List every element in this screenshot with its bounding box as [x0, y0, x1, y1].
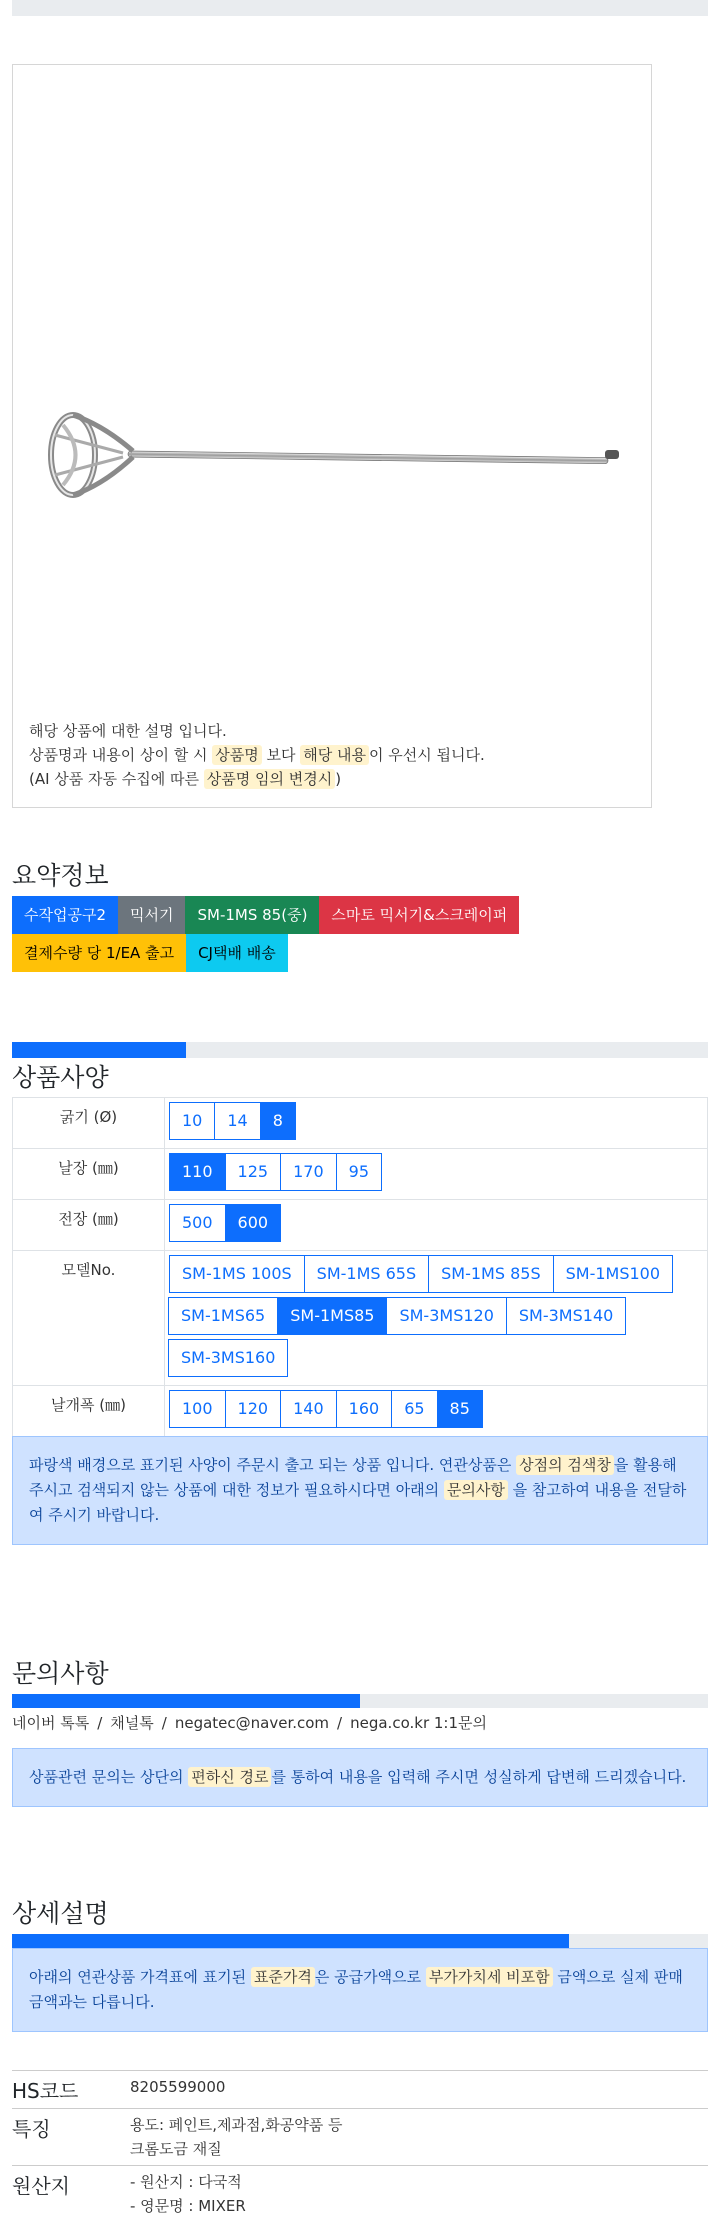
badge-brand: 스마토 믹서기&스크레이퍼	[319, 896, 519, 934]
highlight: 표준가격	[251, 1967, 315, 1987]
highlight: 상품명 임의 변경시	[204, 769, 335, 789]
spec-option-button[interactable]: 8	[260, 1102, 296, 1140]
link-naver-talk[interactable]: 네이버 톡톡	[12, 1714, 89, 1732]
product-description	[29, 719, 485, 791]
notice-text: 을 참고하여 내용을 전달하여 주시기 바랍니다.	[29, 1481, 686, 1524]
spec-option-button[interactable]: 140	[280, 1390, 337, 1428]
info-row-feature	[12, 2109, 708, 2166]
spec-option-button[interactable]: SM-3MS160	[168, 1339, 288, 1377]
spec-option-button[interactable]: 170	[280, 1153, 337, 1191]
spec-options-cell	[165, 1098, 708, 1149]
badge-type: 믹서기	[118, 896, 185, 934]
spec-row	[13, 1149, 708, 1200]
spec-option-button[interactable]: SM-1MS 100S	[169, 1255, 305, 1293]
notice-text: 은 공급가액으로	[315, 1968, 426, 1986]
origin-line: - 원산지 : 다국적	[130, 2170, 708, 2194]
spec-option-group	[169, 1102, 703, 1144]
spec-option-button[interactable]: 500	[169, 1204, 226, 1242]
product-image-box	[12, 64, 652, 808]
highlight: 상품명	[212, 745, 261, 765]
separator: /	[162, 1714, 167, 1732]
highlight: 해당 내용	[300, 745, 369, 765]
desc-line3	[29, 767, 485, 791]
highlight: 문의사항	[444, 1480, 508, 1500]
spec-progress-bar	[12, 1042, 708, 1058]
spec-option-button[interactable]: SM-1MS65	[168, 1297, 278, 1335]
spec-option-button[interactable]: 125	[225, 1153, 282, 1191]
feature-value	[130, 2109, 708, 2166]
origin-line: - 영문명 : MIXER	[130, 2194, 708, 2218]
separator: /	[97, 1714, 102, 1732]
summary-title: 요약정보	[12, 856, 109, 892]
spec-option-button[interactable]: 95	[336, 1153, 382, 1191]
info-table	[12, 2070, 708, 2222]
desc-text: 상품명과 내용이 상이 할 시	[29, 746, 212, 764]
desc-text: 보다	[262, 746, 301, 764]
spec-label: 날개폭 (㎜)	[13, 1386, 165, 1437]
feature-line: 용도: 페인트,제과점,화공약품 등	[130, 2113, 708, 2137]
notice-text: 를 통하여 내용을 입력해 주시면 성실하게 답변해 드리겠습니다.	[271, 1768, 686, 1786]
notice-text: 을 활용해 주시고 검색되지 않는 상품에 대한 정보가 필요하시다면 아래의	[29, 1456, 677, 1499]
separator: /	[337, 1714, 342, 1732]
spec-progress-fill	[12, 1042, 186, 1058]
spec-options-cell	[165, 1386, 708, 1437]
notice-text: 상품관련 문의는 상단의	[29, 1768, 188, 1786]
notice-text: 금액으로 실제 판매금액과는 다릅니다.	[29, 1968, 683, 2011]
notice-text: 파랑색 배경으로 표기된 사양이 주문시 출고 되는 상품 입니다. 연관상품은	[29, 1456, 516, 1474]
hs-value: 8205599000	[130, 2071, 708, 2109]
desc-line2	[29, 743, 485, 767]
detail-progress-bar	[12, 1934, 708, 1948]
spec-option-group	[169, 1390, 703, 1432]
spec-row	[13, 1098, 708, 1149]
spec-option-button[interactable]: SM-3MS120	[386, 1297, 506, 1335]
spec-option-button[interactable]: 120	[225, 1390, 282, 1428]
spec-options-cell	[165, 1251, 708, 1386]
spec-row	[13, 1386, 708, 1437]
spec-option-button[interactable]: SM-3MS140	[506, 1297, 626, 1335]
highlight: 편하신 경로	[188, 1767, 271, 1787]
spec-label: 날장 (㎜)	[13, 1149, 165, 1200]
spec-options-cell	[165, 1200, 708, 1251]
badge-quantity: 결제수량 당 1/EA 출고	[12, 934, 186, 972]
link-channel-talk[interactable]: 채널톡	[110, 1714, 153, 1732]
spec-title: 상품사양	[12, 1058, 109, 1094]
feature-label: 특징	[12, 2109, 130, 2166]
spec-option-button[interactable]: SM-1MS85	[277, 1297, 387, 1335]
product-image	[33, 395, 633, 515]
detail-notice	[12, 1948, 708, 2032]
summary-badges-row1	[12, 896, 712, 934]
spec-option-group	[169, 1204, 703, 1246]
badge-category: 수작업공구2	[12, 896, 118, 934]
spec-option-group	[169, 1255, 703, 1381]
inquiry-progress-bar	[12, 1694, 708, 1708]
spec-option-button[interactable]: 160	[336, 1390, 393, 1428]
feature-line: 크롬도금 재질	[130, 2137, 708, 2161]
top-progress-bar	[12, 0, 708, 16]
spec-option-button[interactable]: 65	[391, 1390, 437, 1428]
highlight: 부가가치세 비포함	[426, 1967, 553, 1987]
spec-option-button[interactable]: 85	[437, 1390, 483, 1428]
desc-text: (AI 상품 자동 수집에 따른	[29, 770, 204, 788]
hs-label: HS코드	[12, 2071, 130, 2109]
badge-model: SM-1MS 85(중)	[185, 896, 319, 934]
spec-row	[13, 1200, 708, 1251]
link-site-inquiry[interactable]: nega.co.kr 1:1문의	[350, 1714, 487, 1732]
detail-title: 상세설명	[12, 1894, 109, 1930]
spec-option-group	[169, 1153, 703, 1195]
detail-progress-fill	[12, 1934, 569, 1948]
badge-shipping: CJ택배 배송	[186, 934, 288, 972]
spec-option-button[interactable]: SM-1MS 65S	[304, 1255, 429, 1293]
info-row-hs	[12, 2071, 708, 2109]
spec-table	[12, 1097, 708, 1437]
spec-option-button[interactable]: 14	[214, 1102, 260, 1140]
spec-option-button[interactable]: 100	[169, 1390, 226, 1428]
desc-line1: 해당 상품에 대한 설명 입니다.	[29, 719, 485, 743]
spec-option-button[interactable]: 600	[225, 1204, 282, 1242]
desc-text: 이 우선시 됩니다.	[369, 746, 485, 764]
info-row-origin	[12, 2166, 708, 2222]
summary-badges-row2	[12, 934, 712, 972]
spec-label: 전장 (㎜)	[13, 1200, 165, 1251]
spec-label: 굵기 (Ø)	[13, 1098, 165, 1149]
spec-options-cell	[165, 1149, 708, 1200]
spec-option-button[interactable]: 110	[169, 1153, 226, 1191]
desc-text: )	[335, 770, 341, 788]
origin-label: 원산지	[12, 2166, 130, 2222]
inquiry-links	[12, 1712, 487, 1733]
highlight: 상점의 검색창	[516, 1455, 614, 1475]
spec-notice	[12, 1436, 708, 1545]
spec-row	[13, 1251, 708, 1386]
link-email[interactable]: negatec@naver.com	[175, 1714, 329, 1732]
inquiry-progress-fill	[12, 1694, 360, 1708]
spec-option-button[interactable]: SM-1MS100	[553, 1255, 673, 1293]
origin-value	[130, 2166, 708, 2222]
spec-label: 모델No.	[13, 1251, 165, 1386]
notice-text: 아래의 연관상품 가격표에 표기된	[29, 1968, 251, 1986]
inquiry-notice	[12, 1748, 708, 1807]
inquiry-title: 문의사항	[12, 1654, 109, 1690]
spec-option-button[interactable]: 10	[169, 1102, 215, 1140]
spec-option-button[interactable]: SM-1MS 85S	[428, 1255, 553, 1293]
